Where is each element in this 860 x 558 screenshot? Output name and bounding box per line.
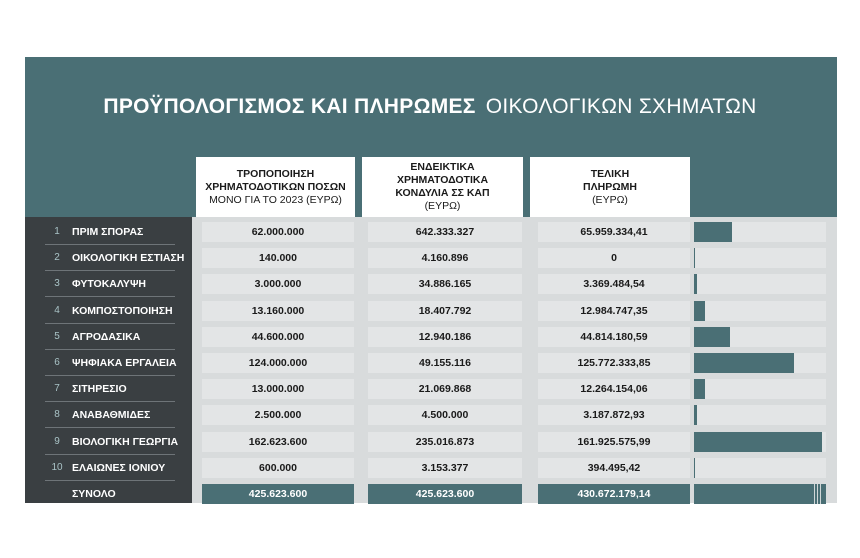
row-label: ΕΛΑΙΩΝΕΣ ΙΟΝΙΟΥ xyxy=(72,461,166,474)
row-label: ΦΥΤΟΚΑΛΥΨΗ xyxy=(72,278,147,291)
bar-track xyxy=(694,353,826,373)
cell-indicative: 235.016.873 xyxy=(368,432,522,452)
cell-final-payment: 12.984.747,35 xyxy=(538,301,690,321)
bar-fill xyxy=(694,327,730,347)
row-number: 4 xyxy=(54,304,60,316)
table-row xyxy=(0,301,860,327)
total-final-payment: 430.672.179,14 xyxy=(538,484,690,504)
column-header-note: ΜΟΝΟ ΓΙΑ ΤΟ 2023 (ΕΥΡΩ) xyxy=(209,193,342,206)
cell-amendment: 44.600.000 xyxy=(202,327,354,347)
bar-track xyxy=(694,222,826,242)
cell-amendment: 140.000 xyxy=(202,248,354,268)
cell-final-payment: 0 xyxy=(538,248,690,268)
bar-fill xyxy=(694,301,705,321)
row-label: ΣΙΤΗΡΕΣΙΟ xyxy=(72,383,127,396)
column-header-line: ΕΝΔΕΙΚΤΙΚΑ xyxy=(410,161,475,173)
row-divider xyxy=(45,323,175,324)
table-row xyxy=(0,432,860,458)
title-light: ΟΙΚΟΛΟΓΙΚΩΝ ΣΧΗΜΑΤΩΝ xyxy=(485,95,757,118)
row-number: 7 xyxy=(54,383,60,395)
total-label: ΣΥΝΟΛΟ xyxy=(72,488,116,500)
row-divider xyxy=(45,296,175,297)
table-row xyxy=(0,274,860,300)
bar-track xyxy=(694,458,826,478)
bar-track xyxy=(694,301,826,321)
row-label: ΠΡΙΜ ΣΠΟΡΑΣ xyxy=(72,226,144,238)
cell-amendment: 13.160.000 xyxy=(202,301,354,321)
cell-amendment: 3.000.000 xyxy=(202,274,354,294)
row-divider xyxy=(45,349,175,350)
bar-fill xyxy=(694,405,697,425)
cell-amendment: 13.000.000 xyxy=(202,379,354,399)
row-label: ΨΗΦΙΑΚΑ ΕΡΓΑΛΕΙΑ xyxy=(72,357,177,369)
cell-amendment: 600.000 xyxy=(202,458,354,478)
cell-amendment: 162.623.600 xyxy=(202,432,354,452)
cell-final-payment: 12.264.154,06 xyxy=(538,379,690,399)
cell-amendment: 62.000.000 xyxy=(202,222,354,242)
column-header-final-payment xyxy=(530,157,690,217)
total-bar-stripes xyxy=(812,484,822,504)
cell-indicative: 4.500.000 xyxy=(368,405,522,425)
row-number: 5 xyxy=(54,330,60,342)
cell-indicative: 12.940.186 xyxy=(368,327,522,347)
table-row xyxy=(0,327,860,353)
row-number: 8 xyxy=(54,409,60,421)
cell-final-payment: 161.925.575,99 xyxy=(538,432,690,452)
bar-fill xyxy=(694,274,697,294)
cell-amendment: 2.500.000 xyxy=(202,405,354,425)
bar-fill xyxy=(694,432,822,452)
row-number: 10 xyxy=(51,461,63,473)
column-header-line: ΚΟΝΔΥΛΙΑ ΣΣ ΚΑΠ xyxy=(395,187,490,199)
table-row xyxy=(0,405,860,431)
total-row xyxy=(0,484,860,510)
row-label: ΒΙΟΛΟΓΙΚΗ ΓΕΩΡΓΙΑ xyxy=(72,435,179,448)
bar-fill xyxy=(694,222,732,242)
row-divider xyxy=(45,244,175,245)
column-header-note: (ΕΥΡΩ) xyxy=(592,193,628,206)
total-indicative: 425.623.600 xyxy=(368,484,522,504)
cell-final-payment: 3.369.484,54 xyxy=(538,274,690,294)
cell-indicative: 49.155.116 xyxy=(368,353,522,373)
bar-fill xyxy=(694,353,794,373)
row-label: ΚΟΜΠΟΣΤΟΠΟΙΗΣΗ xyxy=(72,304,173,317)
row-divider xyxy=(45,270,175,271)
row-divider xyxy=(45,375,175,376)
cell-indicative: 642.333.327 xyxy=(368,222,522,242)
cell-final-payment: 125.772.333,85 xyxy=(538,353,690,373)
cell-indicative: 18.407.792 xyxy=(368,301,522,321)
row-divider xyxy=(45,427,175,428)
bar-track xyxy=(694,379,826,399)
cell-indicative: 34.886.165 xyxy=(368,274,522,294)
row-label: ΑΝΑΒΑΘΜΙΔΕΣ xyxy=(72,409,151,422)
bar-track xyxy=(694,327,826,347)
bar-track xyxy=(694,274,826,294)
column-header-line: ΧΡΗΜΑΤΟΔΟΤΙΚΑ xyxy=(396,174,489,186)
bar-fill xyxy=(694,379,705,399)
cell-final-payment: 394.495,42 xyxy=(538,458,690,478)
column-header-line: ΠΛΗΡΩΜΗ xyxy=(583,180,637,193)
row-divider xyxy=(45,454,175,455)
cell-indicative: 4.160.896 xyxy=(368,248,522,268)
cell-indicative: 3.153.377 xyxy=(368,458,522,478)
column-header-note: (ΕΥΡΩ) xyxy=(424,200,461,212)
bar-fill xyxy=(694,458,695,478)
row-number: 2 xyxy=(54,252,60,264)
bar-track xyxy=(694,405,826,425)
total-bar xyxy=(694,484,826,504)
row-number: 1 xyxy=(54,226,60,237)
table-row xyxy=(0,353,860,379)
total-amendment: 425.623.600 xyxy=(202,484,354,504)
cell-final-payment: 65.959.334,41 xyxy=(538,222,690,242)
bar-track xyxy=(694,248,826,268)
bar-fill xyxy=(694,248,695,268)
page-title xyxy=(0,95,860,119)
row-label: ΑΓΡΟΔΑΣΙΚΑ xyxy=(72,330,141,343)
row-number: 6 xyxy=(54,357,60,368)
cell-indicative: 21.069.868 xyxy=(368,379,522,399)
column-header-line: ΤΡΟΠΟΠΟΙΗΣΗ xyxy=(236,167,315,180)
column-header-indicative xyxy=(362,157,523,217)
table-row xyxy=(0,379,860,405)
table-row xyxy=(0,222,860,248)
cell-amendment: 124.000.000 xyxy=(202,353,354,373)
cell-final-payment: 44.814.180,59 xyxy=(538,327,690,347)
column-header-line: ΤΕΛΙΚΗ xyxy=(590,167,630,180)
bar-track xyxy=(694,432,826,452)
row-divider xyxy=(45,480,175,481)
title-bold: ΠΡΟΫΠΟΛΟΓΙΣΜΟΣ ΚΑΙ ΠΛΗΡΩΜΕΣ xyxy=(103,95,476,118)
column-header-amendment xyxy=(196,157,355,217)
row-label: ΟΙΚΟΛΟΓΙΚΗ ΕΣΤΙΑΣΗ xyxy=(72,252,185,265)
column-header-line: ΧΡΗΜΑΤΟΔΟΤΙΚΩΝ ΠΟΣΩΝ xyxy=(205,180,346,193)
table-row xyxy=(0,458,860,484)
row-divider xyxy=(45,401,175,402)
row-number: 3 xyxy=(54,278,60,290)
table-row xyxy=(0,248,860,274)
row-number: 9 xyxy=(54,435,60,447)
cell-final-payment: 3.187.872,93 xyxy=(538,405,690,425)
